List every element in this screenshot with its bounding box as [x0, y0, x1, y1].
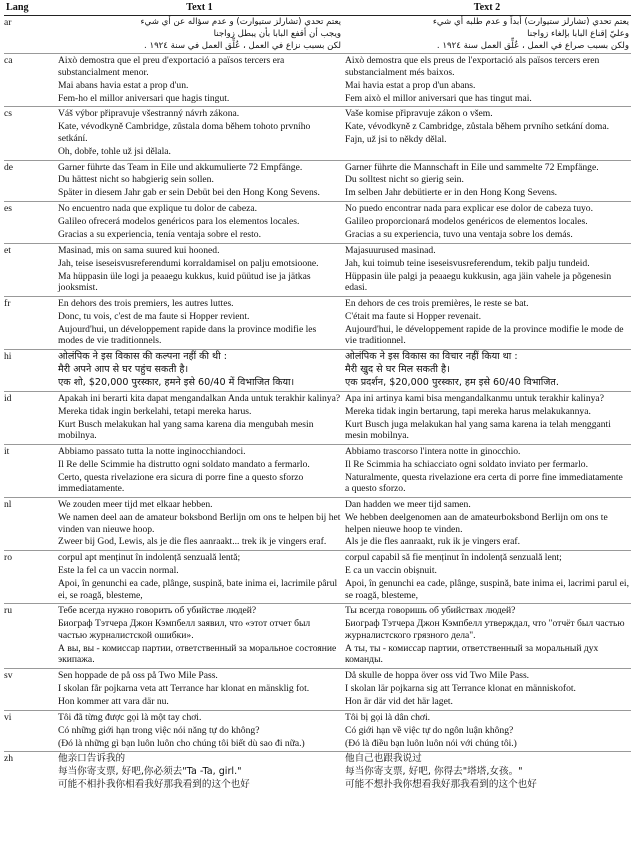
sentence: Galileo ofrecerá modelos genéricos para los elementos locales. — [58, 216, 300, 228]
lang-code: id — [4, 391, 56, 444]
lang-code: nl — [4, 498, 56, 551]
lang-code: es — [4, 202, 56, 244]
table-row — [4, 16, 631, 54]
sentence: Donc, tu vois, c'est de ma faute si Hopper revient. — [58, 311, 250, 323]
table-row — [4, 160, 631, 202]
text1-cell — [56, 668, 343, 710]
text1-cell — [56, 16, 343, 54]
sentence: Ты всегда говоришь об убийствах людей? — [345, 605, 516, 617]
text1-cell — [56, 107, 343, 160]
sentence: Später in diesem Jahr gab er sein Debüt bei den Hong Kong Sevens. — [58, 187, 320, 199]
text1-cell — [56, 710, 343, 752]
sentence: No encuentro nada que explique tu dolor de cabeza. — [58, 203, 257, 215]
text2-cell — [343, 498, 631, 551]
lang-code: ca — [4, 54, 56, 107]
sentence: Naturalmente, questa rivelazione era certa di porre fine immediatamente a questo sforzo. — [345, 471, 623, 495]
text1-cell — [56, 350, 343, 392]
sentence: E ca un vaccin obișnuit. — [345, 565, 437, 577]
sentence: Garner führte das Team in Eile und akkumulierte 72 Empfänge. — [58, 161, 303, 173]
table-row — [4, 551, 631, 604]
sentence: मैरी खुद से घर मिल सकती है। — [345, 364, 450, 376]
sentence: Aujourd'hui, un développement rapide dans la province modifie les modes de vie traditionnels. — [58, 323, 317, 347]
lang-code: ro — [4, 551, 56, 604]
table-row — [4, 202, 631, 244]
sentence: Hon kommer att vara där nu. — [58, 695, 169, 707]
sentence: Apa ini artinya kami bisa mengandalkanmu untuk terakhir kalinya? — [345, 392, 604, 404]
table-row — [4, 54, 631, 107]
sentence: يعتم تحدي (تشارلز ستيوارت) أبداً و عدم طلبه أي شيء — [432, 17, 629, 28]
sentence: Tôi đã từng được gọi là một tay chơi. — [58, 711, 202, 723]
table-row — [4, 752, 631, 793]
sentence: Certo, questa rivelazione era sicura di porre fine a questo sforzo immediatamente. — [58, 471, 304, 495]
text1-cell — [56, 243, 343, 296]
sentence: لكن بسبب نزاع في العمل ، عُلِّق العمل في سنة ١٩٢٤ . — [143, 40, 341, 51]
table-row — [4, 391, 631, 444]
lang-code: cs — [4, 107, 56, 160]
text2-cell — [343, 752, 631, 793]
sentence: Il Re Scimmia ha schiacciato ogni soldato inviato per fermarlo. — [345, 458, 588, 470]
text2-cell — [343, 668, 631, 710]
lang-code: hi — [4, 350, 56, 392]
table-body — [4, 16, 631, 794]
table-row — [4, 668, 631, 710]
lang-code: sv — [4, 668, 56, 710]
table-row — [4, 604, 631, 669]
sentence: Kurt Busch juga melakukan hal yang sama karena ia telah mengganti mesin mobilnya. — [345, 418, 611, 442]
sentence: We namen deel aan de amateur boksbond Berlijn om ons te helpen bij het vinden van nieuwe hoop. — [58, 512, 341, 535]
header-lang: Lang — [4, 2, 56, 16]
sentence: I skolan får pojkarna veta att Terrance har klonat en mänsklig fot. — [58, 682, 310, 694]
lang-code: ar — [4, 16, 56, 54]
table-row — [4, 243, 631, 296]
text2-cell — [343, 54, 631, 107]
sentence: Als je die fles aanraakt, ruk ik je vingers eraf. — [345, 536, 521, 548]
sentence: ولكن بسبب صراع في العمل ، عُلِّق العمل سنة ١٩٢٤ . — [436, 40, 629, 51]
sentence: 可能不想扑我你想看我好那我看到的这个也好 — [345, 779, 537, 791]
sentence: Mereka tidak ingin bertarung, tapi mereka harus melakukannya. — [345, 405, 591, 417]
table-row — [4, 710, 631, 752]
sentence: corpul capabil să fie menținut în indolență senzuală lent; — [345, 552, 562, 564]
sentence: Oh, dobře, tohle už jsi dělala. — [58, 145, 171, 157]
sentence: Garner führte die Mannschaft in Eile und sammelte 72 Empfänge. — [345, 161, 599, 173]
sentence: Fajn, už jsi to někdy dělal. — [345, 134, 447, 146]
sentence: Il Re delle Scimmie ha distrutto ogni soldato mandato a fermarlo. — [58, 458, 310, 470]
sentence: मैरी अपने आप से घर पहुंच सकती है। — [58, 364, 189, 376]
text1-cell — [56, 160, 343, 202]
text2-cell — [343, 243, 631, 296]
text1-cell — [56, 498, 343, 551]
sentence: Zweer bij God, Lewis, als je die fles aanraakt... trek ik je vingers eraf. — [58, 536, 327, 548]
sentence: وعليّ إقناع البابا بإلغاء زواجنا — [527, 28, 629, 39]
sentence: Hüppasin üle palgi ja peaaegu kukkusin, aga jäin vahele ja põgenesin edasi. — [345, 270, 612, 294]
lang-code: de — [4, 160, 56, 202]
text2-cell — [343, 604, 631, 669]
text1-cell — [56, 445, 343, 498]
sentence: Du hättest nicht so habgierig sein sollen. — [58, 174, 214, 186]
sentence: En dehors des trois premiers, les autres luttes. — [58, 298, 234, 310]
text2-cell — [343, 710, 631, 752]
sentence: Gracias a su experiencia, tenía ventaja sobre el resto. — [58, 229, 261, 241]
sentence: 每当你寄支票, 好吧, 你得去"塔塔,女孩。" — [345, 766, 523, 778]
text2-cell — [343, 107, 631, 160]
sentence: We zouden meer tijd met elkaar hebben. — [58, 499, 213, 511]
sentence: Gracias a su experiencia, tuvo una ventaja sobre los demás. — [345, 229, 573, 241]
text1-cell — [56, 297, 343, 350]
sentence: Im selben Jahr debütierte er in den Hong Kong Sevens. — [345, 187, 558, 199]
header-text1: Text 1 — [56, 2, 343, 16]
sentence: Galileo proporcionará modelos genéricos de elementos locales. — [345, 216, 588, 228]
sentence: Váš výbor připravuje všestranný návrh zákona. — [58, 108, 240, 120]
sentence: 他自己也跟我说过 — [345, 753, 422, 765]
sentence: Jah, kui toimub teine iseseisvusreferendum, tekib palju tundeid. — [345, 257, 590, 269]
sentence: Hon är där vid det här laget. — [345, 695, 453, 707]
sentence: А вы, вы - комиссар партии, ответственный за моральное состояние экипажа. — [58, 642, 337, 666]
sentence: Биограф Тэтчера Джон Кэмпбелл заявил, что «этот отчет был частью журналистской ошибки». — [58, 618, 311, 641]
sentence: ويجب أن أقفع البابا بأن يبطل زواجنا — [213, 28, 341, 39]
lang-code: vi — [4, 710, 56, 752]
sentence: Mereka tidak ingin berkelahi, tetapi mereka harus. — [58, 405, 252, 417]
text2-cell — [343, 350, 631, 392]
sentence: 每当你寄支票, 好吧,你必须去"Ta -Ta, girl." — [58, 766, 242, 778]
header-row — [4, 2, 631, 16]
sentence: Apoi, în genunchi ea cade, plânge, suspină, bate inima ei, lacrimi parul ei, se roagă, blesteme, — [345, 578, 629, 601]
lang-code: zh — [4, 753, 14, 765]
text2-cell — [343, 391, 631, 444]
sentence: Això demostra que els preus de l'exportació als països tercers eren substancialment més baixos. — [345, 55, 600, 78]
sentence: C'était ma faute si Hopper revenait. — [345, 311, 481, 323]
sentence: Dan hadden we meer tijd samen. — [345, 499, 471, 511]
sentence: एक प्रदर्शन, $20,000 पुरस्कार, हम इसे 60/40 विभाजित. — [345, 377, 559, 389]
sentence: Kate, vévodkyně Cambridge, zůstala doma během tohoto prvního setkání. — [58, 121, 311, 144]
text2-cell — [343, 297, 631, 350]
text1-cell — [56, 604, 343, 669]
text2-cell — [343, 16, 631, 54]
sentence: En dehors de ces trois premières, le reste se bat. — [345, 298, 529, 310]
sentence: एक शो, $20,000 पुरस्कार, हमने इसे 60/40 में विभाजित किया। — [58, 377, 295, 389]
sentence: 他亲口告诉我的 — [58, 753, 126, 765]
translation-pairs-table — [4, 2, 631, 793]
sentence: Có giới hạn về việc tự do ngôn luận không? — [345, 724, 514, 736]
sentence: Fem això el millor aniversari que has tingut mai. — [345, 92, 532, 104]
sentence: Kurt Busch melakukan hal yang sama karena dia mengubah mesin mobilnya. — [58, 418, 314, 442]
sentence: Du solltest nicht so gierig sein. — [345, 174, 464, 186]
sentence: Abbiamo trascorso l'intera notte in ginocchio. — [345, 446, 521, 458]
sentence: No puedo encontrar nada para explicar ese dolor de cabeza tuyo. — [345, 203, 593, 215]
sentence: Apoi, în genunchi ea cade, plânge, suspină, bate inima ei, lacrimile pârul ei, se roagă, blesteme, — [58, 578, 338, 601]
sentence: (Đó là những gì bạn luôn luôn cho chúng tôi biết dù sao đi nữa.) — [58, 737, 305, 749]
lang-code: ru — [4, 604, 56, 669]
sentence: Ma hüppasin üle logi ja peaaegu kukkus, kuid püütud ise ja jätkas jooksmist. — [58, 270, 311, 294]
sentence: Vaše komise připravuje zákon o všem. — [345, 108, 493, 120]
lang-code: et — [4, 243, 56, 296]
sentence: Este la fel ca un vaccin normal. — [58, 565, 179, 577]
sentence: Sen hoppade de på oss på Two Mile Pass. — [58, 669, 218, 681]
sentence: Jah, teise iseseisvusreferendumi korraldamisel on palju emotsioone. — [58, 257, 319, 269]
sentence: Då skulle de hoppa över oss vid Two Mile Pass. — [345, 669, 530, 681]
sentence: Mai abans havia estat a prop d'un. — [58, 79, 189, 91]
sentence: 可能不相扑我你相看我好那我看到的这个也好 — [58, 779, 250, 791]
sentence: Mai havia estat a prop d'un abans. — [345, 79, 476, 91]
text2-cell — [343, 202, 631, 244]
sentence: We hebben deelgenomen aan de amateurboksbond Berlijn om ons te helpen nieuwe hoop te vinden. — [345, 512, 608, 535]
lang-code: fr — [4, 297, 56, 350]
sentence: Có những giới hạn trong việc nói năng tự do không? — [58, 724, 260, 736]
sentence: Masinad, mis on sama suured kui hooned. — [58, 244, 220, 256]
sentence: Abbiamo passato tutta la notte inginocchiandoci. — [58, 446, 246, 458]
table-row — [4, 107, 631, 160]
text1-cell — [56, 202, 343, 244]
sentence: Kate, vévodkyně z Cambridge, zůstala během prvního setkání doma. — [345, 121, 610, 133]
sentence: Тебе всегда нужно говорить об убийстве людей? — [58, 605, 257, 617]
text2-cell — [343, 160, 631, 202]
sentence: Això demostra que el preu d'exportació a països tercers era substancialment menor. — [58, 55, 285, 78]
sentence: Apakah ini berarti kita dapat mengandalkan Anda untuk terakhir kalinya? — [58, 392, 341, 404]
table-row — [4, 297, 631, 350]
text1-cell — [56, 391, 343, 444]
text1-cell — [56, 752, 343, 793]
text1-cell — [56, 551, 343, 604]
lang-code: it — [4, 445, 56, 498]
sentence: (Đó là điều bạn luôn luôn nói với chúng tôi.) — [345, 737, 517, 749]
sentence: يعتم تحدي (تشارلز ستيوارت) و عدم سؤاله عن أي شيء — [140, 17, 341, 28]
text2-cell — [343, 445, 631, 498]
sentence: ओलंपिक ने इस विकास का विचार नहीं किया था : — [345, 351, 518, 363]
sentence: Majasuurused masinad. — [345, 244, 436, 256]
sentence: I skolan lär pojkarna sig att Terrance klonat en människofot. — [345, 682, 576, 694]
sentence: А ты, ты - комиссар партии, ответственный за моральный дух команды. — [345, 642, 599, 666]
sentence: ओलंपिक ने इस विकास की कल्पना नहीं की थी : — [58, 351, 227, 363]
table-row — [4, 445, 631, 498]
table-row — [4, 350, 631, 392]
sentence: Fem-ho el millor aniversari que hagis tingut. — [58, 92, 230, 104]
sentence: Aujourd'hui, le développement rapide de la province modifie le mode de vie traditionnel. — [345, 323, 624, 347]
table-row — [4, 498, 631, 551]
text2-cell — [343, 551, 631, 604]
text1-cell — [56, 54, 343, 107]
header-text2: Text 2 — [343, 2, 631, 16]
sentence: corpul apt menținut în indolență senzuală lentă; — [58, 552, 241, 564]
sentence: Tôi bị gọi là dân chơi. — [345, 711, 431, 723]
sentence: Биограф Тэтчера Джон Кэмпбелл утверждал, что "отчёт был частью журналистского грязного дела". — [345, 618, 625, 641]
